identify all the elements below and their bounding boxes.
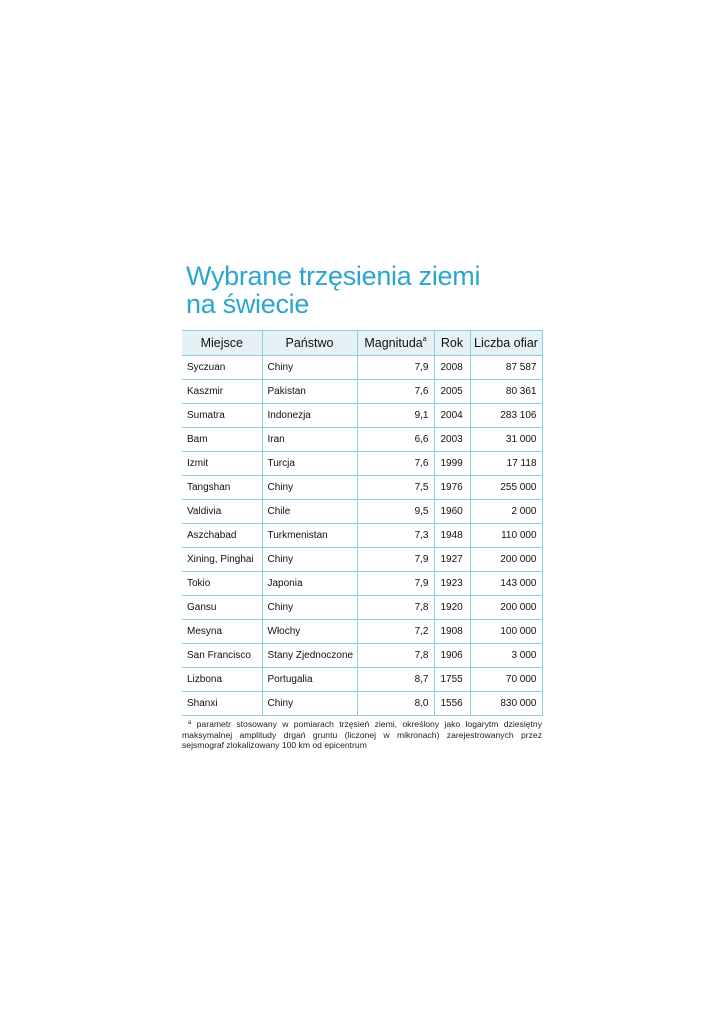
cell-magnituda: 8,0 (357, 692, 434, 716)
cell-miejsce: San Francisco (182, 644, 262, 668)
cell-panstwo: Chiny (262, 548, 357, 572)
table-row (182, 428, 542, 452)
table-row (182, 692, 542, 716)
table-row (182, 620, 542, 644)
table-row (182, 668, 542, 692)
cell-magnituda: 7,9 (357, 572, 434, 596)
header-rok: Rok (434, 331, 470, 356)
header-row (182, 331, 542, 356)
cell-panstwo: Indonezja (262, 404, 357, 428)
cell-panstwo: Chiny (262, 596, 357, 620)
table-row (182, 572, 542, 596)
cell-rok: 2003 (434, 428, 470, 452)
cell-liczba-ofiar: 830 000 (470, 692, 542, 716)
cell-miejsce: Tangshan (182, 476, 262, 500)
page-title (186, 262, 546, 318)
cell-magnituda: 7,2 (357, 620, 434, 644)
cell-liczba-ofiar: 2 000 (470, 500, 542, 524)
cell-rok: 1556 (434, 692, 470, 716)
cell-liczba-ofiar: 87 587 (470, 356, 542, 380)
cell-miejsce: Gansu (182, 596, 262, 620)
cell-rok: 1923 (434, 572, 470, 596)
cell-panstwo: Stany Zjednoczone (262, 644, 357, 668)
footnote-text: parametr stosowany w pomiarach trzęsień ziemi, określony jako logarytm dziesiętny maksymalnej amplitudy drgań gruntu (liczonej w mikronach) zarejestrowanych przez sejsmograf zlokalizowany 100 km od epicentrum (182, 719, 542, 750)
title-line-2: na świecie (186, 289, 310, 319)
cell-magnituda: 9,5 (357, 500, 434, 524)
cell-rok: 1976 (434, 476, 470, 500)
table-row (182, 452, 542, 476)
cell-panstwo: Turkmenistan (262, 524, 357, 548)
table-row (182, 500, 542, 524)
cell-magnituda: 6,6 (357, 428, 434, 452)
cell-magnituda: 7,8 (357, 596, 434, 620)
cell-miejsce: Mesyna (182, 620, 262, 644)
table-row (182, 596, 542, 620)
cell-miejsce: Xining, Pinghai (182, 548, 262, 572)
cell-rok: 1948 (434, 524, 470, 548)
header-miejsce: Miejsce (182, 331, 262, 356)
header-magnituda (357, 331, 434, 356)
cell-panstwo: Chiny (262, 476, 357, 500)
cell-panstwo: Japonia (262, 572, 357, 596)
earthquakes-table (182, 330, 543, 716)
cell-magnituda: 9,1 (357, 404, 434, 428)
cell-panstwo: Włochy (262, 620, 357, 644)
header-magnituda-footnote-marker: a (422, 336, 427, 343)
cell-rok: 1755 (434, 668, 470, 692)
table-row (182, 644, 542, 668)
cell-liczba-ofiar: 200 000 (470, 548, 542, 572)
cell-miejsce: Kaszmir (182, 380, 262, 404)
cell-magnituda: 7,6 (357, 380, 434, 404)
cell-magnituda: 7,5 (357, 476, 434, 500)
cell-miejsce: Lizbona (182, 668, 262, 692)
cell-panstwo: Portugalia (262, 668, 357, 692)
cell-magnituda: 8,7 (357, 668, 434, 692)
table-body (182, 356, 542, 716)
cell-liczba-ofiar: 100 000 (470, 620, 542, 644)
header-magnituda-label: Magnituda (364, 336, 423, 350)
cell-magnituda: 7,3 (357, 524, 434, 548)
cell-magnituda: 7,9 (357, 356, 434, 380)
cell-liczba-ofiar: 17 118 (470, 452, 542, 476)
cell-miejsce: Shanxi (182, 692, 262, 716)
header-liczba-ofiar: Liczba ofiar (470, 331, 542, 356)
cell-rok: 2008 (434, 356, 470, 380)
table-row (182, 548, 542, 572)
table-row (182, 476, 542, 500)
cell-panstwo: Iran (262, 428, 357, 452)
cell-rok: 1927 (434, 548, 470, 572)
cell-magnituda: 7,8 (357, 644, 434, 668)
cell-liczba-ofiar: 3 000 (470, 644, 542, 668)
cell-magnituda: 7,6 (357, 452, 434, 476)
cell-magnituda: 7,9 (357, 548, 434, 572)
cell-panstwo: Pakistan (262, 380, 357, 404)
cell-liczba-ofiar: 31 000 (470, 428, 542, 452)
footnote-marker: a (188, 720, 192, 726)
cell-liczba-ofiar: 200 000 (470, 596, 542, 620)
cell-liczba-ofiar: 80 361 (470, 380, 542, 404)
cell-miejsce: Sumatra (182, 404, 262, 428)
cell-panstwo: Chile (262, 500, 357, 524)
cell-liczba-ofiar: 255 000 (470, 476, 542, 500)
cell-liczba-ofiar: 283 106 (470, 404, 542, 428)
table-row (182, 404, 542, 428)
cell-rok: 1920 (434, 596, 470, 620)
cell-miejsce: Valdivia (182, 500, 262, 524)
cell-liczba-ofiar: 143 000 (470, 572, 542, 596)
cell-rok: 1908 (434, 620, 470, 644)
title-line-1: Wybrane trzęsienia ziemi (186, 261, 481, 291)
cell-rok: 2004 (434, 404, 470, 428)
table-header (182, 331, 542, 356)
header-panstwo: Państwo (262, 331, 357, 356)
cell-rok: 1906 (434, 644, 470, 668)
cell-panstwo: Chiny (262, 356, 357, 380)
cell-miejsce: Bam (182, 428, 262, 452)
cell-liczba-ofiar: 70 000 (470, 668, 542, 692)
cell-miejsce: Tokio (182, 572, 262, 596)
cell-miejsce: Aszchabad (182, 524, 262, 548)
table-row (182, 524, 542, 548)
cell-panstwo: Chiny (262, 692, 357, 716)
cell-liczba-ofiar: 110 000 (470, 524, 542, 548)
cell-panstwo: Turcja (262, 452, 357, 476)
table-row (182, 356, 542, 380)
footnote (182, 719, 542, 751)
table-row (182, 380, 542, 404)
cell-rok: 1999 (434, 452, 470, 476)
cell-miejsce: Syczuan (182, 356, 262, 380)
cell-rok: 1960 (434, 500, 470, 524)
cell-rok: 2005 (434, 380, 470, 404)
cell-miejsce: Izmit (182, 452, 262, 476)
